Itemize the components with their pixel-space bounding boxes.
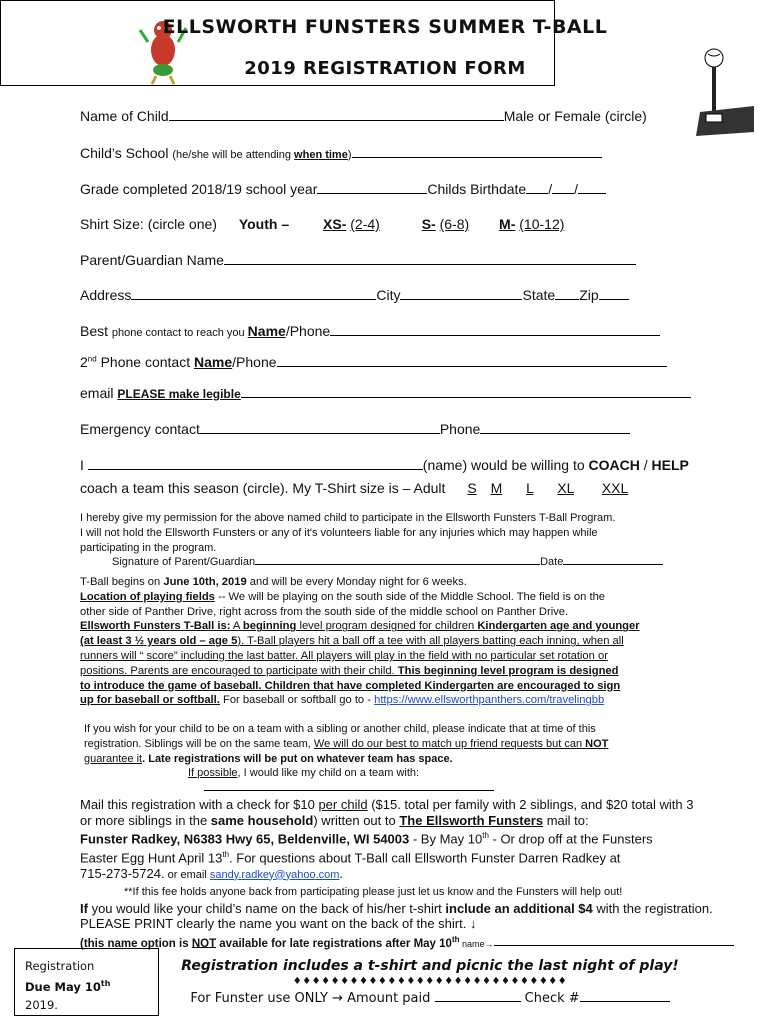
grade-row: Grade completed 2018/19 school year Childs Birthdate / / [80,181,606,197]
mail-text: you would like your child’s name on the back of his/her t-shirt [87,900,446,916]
info-text: ). T-Ball players hit a ball off a tee with all players batting each inning, when all [237,635,624,648]
shirt-name-field[interactable] [494,936,734,946]
coach-sep: / [639,457,652,473]
mail-sup: th [451,934,460,944]
second-phone-label: /Phone [232,354,277,370]
school-field[interactable] [352,145,602,158]
coach-text: (name) would be willing to [422,457,589,473]
info-text: beginning [242,620,297,633]
emergency-field[interactable] [200,421,440,434]
zip-label: Zip [579,287,599,303]
permission-line: I hereby give my permission for the above named child to participate in the Ellsworth Funsters T-Ball Program. [80,512,616,524]
second-sup: nd [87,354,97,364]
mail-text: or email [164,868,210,881]
adult-size-row [80,480,628,496]
school-note-emph: when time [294,149,348,161]
mail-text: . [339,865,344,881]
size-xs-range: (2-4) [350,216,380,232]
diamond-divider: ♦♦♦♦♦♦♦♦♦♦♦♦♦♦♦♦♦♦♦♦♦♦♦♦♦♦♦♦♦ [292,976,568,987]
second-phone-text: Phone contact [96,354,194,370]
shirt-label: Shirt Size: (circle one) [80,216,217,232]
info-text: to [80,679,91,692]
fee-note: **If this fee holds anyone back from participating please just let us know and the Funsters will help out! [124,886,623,899]
emergency-phone-field[interactable] [480,421,630,434]
date-label: Date [540,556,564,569]
size-xs[interactable]: XS- [323,216,347,232]
coach-option[interactable]: COACH [588,457,640,473]
permission-block [80,511,690,570]
due-box-sup: th [100,979,111,988]
adult-size-s[interactable]: S [467,480,477,496]
info-text: introduce the game of baseball. Children that have completed Kindergarten are encouraged to sign [90,679,621,692]
mail-text: include an additional $4 [445,900,593,916]
form-title: ELLSWORTH FUNSTERS SUMMER T-BALL [162,16,608,38]
sibling-text: NOT [585,737,609,750]
state-label: State [522,287,556,303]
coach-row [80,457,689,473]
email-row [80,385,691,401]
mail-text: Mail this registration with a check for $10 [80,797,319,812]
city-field[interactable] [400,287,522,300]
second-phone-field[interactable] [277,354,667,367]
birth-month-field[interactable] [526,181,548,194]
size-m[interactable]: M- [499,216,516,232]
gender-label: Male or Female (circle) [503,108,647,124]
adult-size-label: coach a team this season (circle). My T-Shirt size is – Adult [80,480,446,496]
info-text: This beginning level program is designed [397,664,619,677]
child-name-field[interactable] [169,108,504,121]
program-heading: Ellsworth Funsters T-Ball is: [80,620,231,633]
office-use-label: For Funster use ONLY → Amount paid [190,991,435,1006]
help-option[interactable]: HELP [651,457,689,473]
best-phone-label: /Phone [285,323,331,339]
mail-text: - Or drop off at the Funsters [488,831,653,847]
youth-label: Youth – [238,216,290,232]
sibling-text: , I would like my child on a team with: [237,767,420,780]
mail-text: (this name option is [80,937,192,950]
check-label: Check # [520,991,580,1006]
birth-day-field[interactable] [552,181,574,194]
info-text: runners will “ score” including the last batter. All players will play in the field with no particular set rotation or [80,649,608,662]
due-box-text: Due May 10 [25,979,101,994]
form-subtitle: 2019 REGISTRATION FORM [244,58,526,79]
state-field[interactable] [555,287,579,300]
location-heading: Location of playing fields [80,590,215,603]
mail-sup: th [482,831,489,840]
info-text: up for baseball or softball. [80,694,220,707]
zip-field[interactable] [599,287,629,300]
best-phone-field[interactable] [330,323,660,336]
mail-address: Funster Radkey, N6383 Hwy 65, Beldenville, WI 54003 [80,831,410,847]
emergency-row [80,421,630,437]
sibling-text: If you wish for your child to be on a team with a sibling or another child, please indicate that at time of this [84,723,596,735]
grade-label: Grade completed 2018/19 school year [80,181,318,197]
best-label: Best [80,323,112,339]
birth-year-field[interactable] [578,181,606,194]
coach-i: I [80,457,88,473]
address-row [80,287,629,303]
info-text: For baseball or softball go to - [219,694,375,707]
mail-text: PLEASE PRINT clearly the name you want on the back of the shirt. ↓ [80,916,477,932]
adult-size-m[interactable]: M [490,480,503,496]
second-phone-row [80,354,667,370]
size-s-range: (6-8) [439,216,470,232]
grade-field[interactable] [317,181,427,194]
mail-text: per child [318,797,368,812]
mail-text: - By May 10 [409,831,483,847]
permission-line: I will not hold the Ellsworth Funsters or any of it's volunteers liable for any injuries which may happen while [80,526,598,539]
signature-label: Signature of Parent/Guardian [112,556,256,569]
date-field[interactable] [563,555,663,565]
info-text: level program designed for children [296,620,478,633]
mail-text: Easter Egg Hunt April 13 [80,850,223,866]
city-label: City [376,287,401,303]
due-box-text: Registration [25,959,95,973]
mail-text: ) written out to [313,812,400,828]
address-label: Address [80,287,132,303]
permission-line: participating in the program. [80,541,217,554]
amount-paid-field[interactable] [435,989,521,1002]
sibling-name-field[interactable] [204,781,494,791]
mail-text: name→ [459,938,494,949]
email-link[interactable]: sandy.radkey@yahoo.com [209,868,340,881]
child-name-row [80,108,647,124]
best-phone-row [80,323,660,339]
best-name-emph: Name [247,323,286,339]
mail-text: ($15. total per family with 2 siblings, and $20 total with 3 [367,797,694,812]
info-text: T-Ball begins on [80,576,164,588]
mail-text: If [80,900,88,916]
baseball-link[interactable]: https://www.ellsworthpanthers.com/travelingbb [374,694,605,707]
mail-text: same household [210,812,314,828]
sibling-block [84,722,694,796]
info-text: A [230,620,243,633]
best-note: phone contact to reach you [111,327,248,339]
coach-name-field[interactable] [88,457,423,470]
second-name-emph: Name [194,354,233,370]
email-label: email [80,385,118,401]
parent-field[interactable] [224,252,636,265]
parent-label: Parent/Guardian Name [80,252,224,268]
title-box [0,0,608,86]
adult-size-xl[interactable]: XL [557,480,574,496]
info-text: and will be every Monday night for 6 weeks. [246,576,467,588]
mail-text: or more siblings in the [80,812,211,828]
adult-size-xxl[interactable]: XXL [601,480,629,496]
address-field[interactable] [131,287,376,300]
mail-text: NOT [191,937,217,950]
sibling-text: . Late registrations will be put on whatever team has space. [142,752,453,765]
mail-sup: th [222,849,230,859]
mail-text: 715-273-5724. [80,865,165,881]
parent-row [80,252,636,268]
child-name-label: Name of Child [80,108,169,124]
info-text: -- We will be playing on the south side of the Middle School. The field is on the [214,590,606,603]
school-note: (he/she will be attending [172,149,295,161]
sibling-text: registration. Siblings will be on the same team, [84,737,314,750]
info-text: Kindergarten age and younger [477,620,640,633]
signature-field[interactable] [255,555,540,565]
info-text: other side of Panther Drive, right across from the south side of the middle school on Panther Drive. [80,605,569,618]
size-s[interactable]: S- [421,216,436,232]
sibling-text: We will do our best to match up friend requests but can [313,737,586,750]
footer-headline: Registration includes a t-shirt and picnic the last night of play! [181,958,679,974]
sibling-text: If possible [188,767,238,780]
school-label: Child’s School [80,145,169,161]
info-text: positions. Parents are encouraged to participate with their child. [80,664,398,677]
email-note: PLEASE make legible [117,387,241,401]
mail-text: mail to: [543,812,589,828]
size-m-range: (10-12) [519,216,565,232]
mail-text: available for late registrations after May 10 [216,937,452,950]
footer-main [170,958,690,1006]
info-block [80,575,690,708]
due-box-text: 2019. [25,997,58,1012]
email-field[interactable] [241,385,691,398]
school-row: Child’s School (he/she will be attending when time) [80,145,602,161]
shirt-row [80,216,564,232]
mail-text: . For questions about T-Ball call Ellsworth Funster Darren Radkey at [229,850,621,866]
birthdate-label: Childs Birthdate [427,181,527,197]
mail-text: with the registration. [592,900,713,916]
second-label: 2 [80,354,88,370]
info-text: 3 ½ years old – age 5 [125,635,238,648]
mail-block [80,797,760,952]
emergency-phone-label: Phone [439,421,481,437]
emergency-label: Emergency contact [80,421,200,437]
info-text: (at least [80,635,126,648]
start-date: June 10th, 2019 [163,576,247,588]
due-date-box [14,948,159,1016]
check-number-field[interactable] [580,989,670,1002]
adult-size-l[interactable]: L [526,480,534,496]
sibling-text: guarantee it [84,752,143,765]
payee-name: The Ellsworth Funsters [399,812,544,828]
